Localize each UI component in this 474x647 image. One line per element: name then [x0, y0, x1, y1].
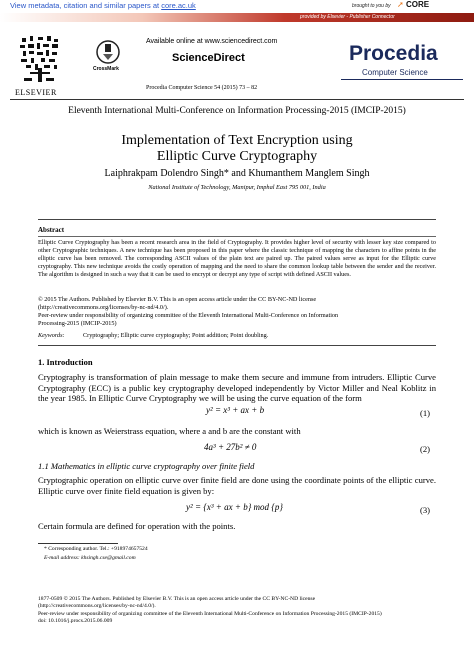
core-logo-text: CORE [405, 0, 430, 9]
abstract-text: Elliptic Curve Cryptography has been a recent research area in the field of Cryptography. It provides higher level of security with lesser key size compared to other Cryptographic techniques. A new technique has been proposed in this paper where the classic technique of mapping the characters to affine points in the elliptic curve has been removed. The corresponding ASCII values of the plain text are paired up. The paired values serve as input for the Elliptic curve cryptography. This new technique avoids the costly operation of mapping and the need to share the common lookup table between the sender and the receiver. The algorithm is designed in such a way that it can be used to encrypt or decrypt any type of script with defined ASCII values. [38, 239, 436, 279]
equation-2-number: (2) [420, 444, 431, 454]
author-list: Laiphrakpam Dolendro Singh* and Khumanthem Manglem Singh [104, 168, 370, 179]
crossmark-label: CrossMark [93, 66, 119, 72]
procedia-logo-rule [341, 79, 463, 80]
footnote-rule [38, 543, 118, 544]
abstract-mid-rule [38, 236, 436, 237]
equation-3-number: (3) [420, 505, 431, 515]
available-online-text: Available online at www.sciencedirect.com [146, 38, 278, 45]
procedia-logo-subtitle: Computer Science [362, 68, 428, 77]
affiliation: National Institute of Technology, Manipur, Imphal East 795 001, India [148, 184, 326, 191]
sciencedirect-logo[interactable]: ScienceDirect [172, 52, 245, 64]
equation-3: y² = {x³ + ax + b} mod {p} [186, 502, 283, 512]
peer-review-notice: Peer-review under responsibility of organizing committee of the Eleventh International Multi-Conference on Information Processing-2015 (IMCIP-2015) [38, 312, 339, 327]
bottom-line-1: 1877-0509 © 2015 The Authors. Published by Elsevier B.V. This is an open access article under the CC BY-NC-ND license [38, 596, 316, 602]
paper-title [0, 133, 474, 165]
section-heading-introduction: 1. Introduction [38, 357, 93, 367]
subsection-heading: 1.1 Mathematics in elliptic curve cryptography over finite field [38, 461, 255, 471]
paper-title-line1: Implementation of Text Encryption using [121, 133, 353, 148]
core-link-prefix: View metadata, citation and similar papers at [10, 1, 162, 10]
elsevier-tree-logo [16, 34, 64, 92]
footnote-email: E-mail address: khsingh.cse@gmail.com [44, 555, 136, 561]
bottom-line-3: Peer-review under responsibility of organizing committee of the Eleventh International Multi-Conference on Information Processing-2015 (IMCIP-2015) [38, 610, 382, 617]
core-metadata-link[interactable] [10, 1, 196, 10]
paper-title-line2: Elliptic Curve Cryptography [156, 149, 318, 164]
equation-2: 4a³ + 27b² ≠ 0 [204, 442, 257, 452]
abstract-bottom-rule [38, 345, 436, 346]
equation-1-number: (1) [420, 408, 431, 418]
provided-by-text: provided by Elsevier - Publisher Connector [300, 14, 395, 20]
conference-name: Eleventh International Multi-Conference on Information Processing-2015 (IMCIP-2015) [68, 106, 406, 116]
intro-paragraph-4: Certain formula are defined for operation with the points. [38, 521, 236, 531]
copyright-notice: © 2015 The Authors. Published by Elsevier B.V. This is an open access article under the CC BY-NC-ND license (http://creativecommons.org/licenses/by-nc-nd/4.0/). [38, 296, 317, 311]
provided-by-bar [0, 13, 474, 22]
intro-paragraph-2: which is known as Weierstrass equation, where a and b are the constant with [38, 426, 301, 436]
abstract-top-rule [38, 219, 436, 220]
keywords: Cryptography; Elliptic curve cryptography; Point addition; Point doubling. [83, 332, 269, 339]
subsection-paragraph: Cryptographic operation on elliptic curve over finite field are done using the coordinate points of the elliptic curve. Elliptic curve over finite field equation is given by: [38, 475, 436, 496]
header-divider [10, 99, 464, 100]
core-arrow-icon: ➚ [397, 0, 404, 9]
bottom-line-4: doi: 10.1016/j.procs.2015.06.009 [38, 617, 113, 624]
brought-to-you-text: brought to you by [352, 3, 391, 9]
core-link-site: core.ac.uk [161, 1, 196, 10]
journal-reference: Procedia Computer Science 54 (2015) 73 – 82 [146, 85, 258, 91]
bottom-line-2: (http://creativecommons.org/licenses/by-nc-nd/4.0/). [38, 603, 156, 610]
core-logo[interactable] [397, 0, 429, 9]
equation-1: y² = x³ + ax + b [206, 405, 265, 415]
elsevier-wordmark: ELSEVIER [15, 88, 57, 97]
footnote-corresponding-author: * Corresponding author. Tel.: +918974657524 [44, 546, 148, 552]
intro-paragraph-1: Cryptography is transformation of plain message to make them secure and immune from intruders. Elliptic Curve Cryptography (ECC) is a public key cryptography developed independently by Victor Miller and Neal Koblitz in the year 1985. In Elliptic Curve Cryptography we will be using the curve equation of the form [38, 372, 436, 404]
keywords-label: Keywords: [38, 332, 65, 339]
procedia-logo-title: Procedia [349, 42, 438, 65]
bottom-publication-info [38, 596, 458, 625]
abstract-heading: Abstract [38, 226, 65, 234]
crossmark-icon[interactable] [96, 40, 120, 64]
